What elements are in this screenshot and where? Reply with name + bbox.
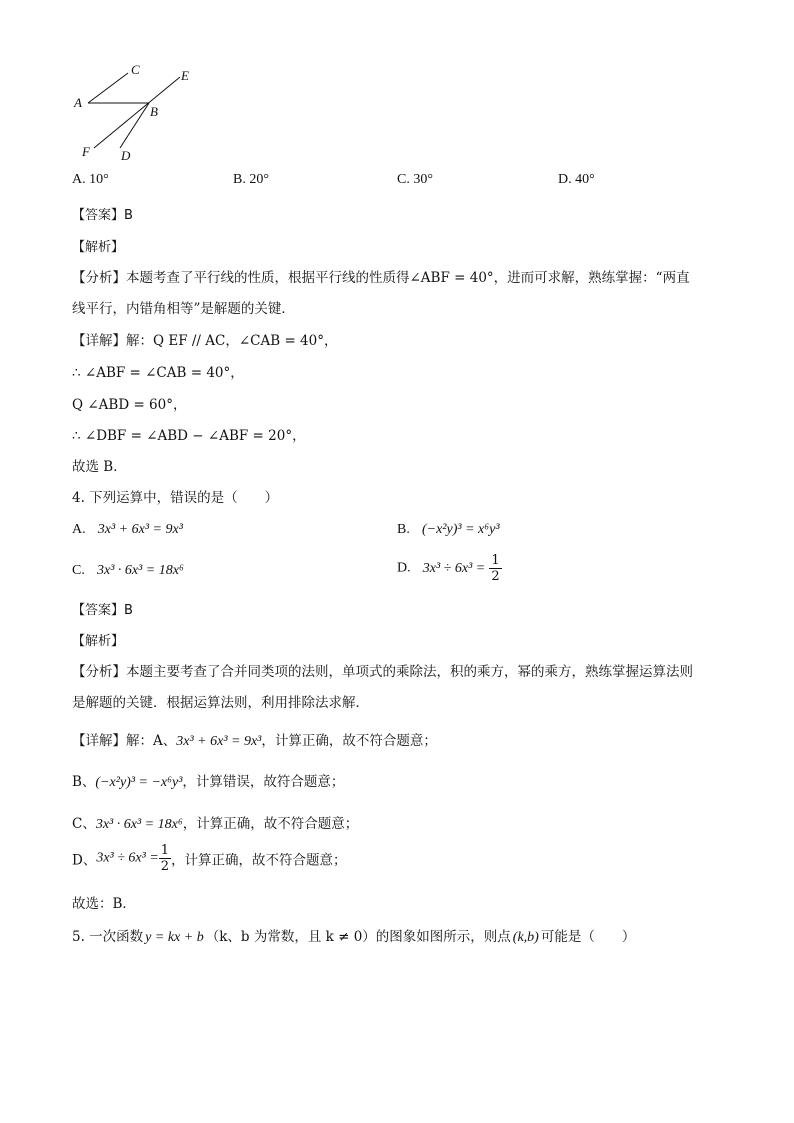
q5-stem-prefix: 5. 一次函数 [72, 929, 144, 945]
q4-analysis-line-1: 【分析】本题主要考查了合并同类项的法则，单项式的乘除法，积的乘方，幂的乘方，熟练掌握运算法则 [72, 664, 693, 680]
fraction-numerator: 1 [160, 843, 170, 858]
q4-detail-b-suffix: ，计算错误，故符合题意； [182, 774, 345, 790]
q4-stem: 4. 下列运算中，错误的是（ ） [72, 490, 279, 506]
q4-option-d-fraction [489, 553, 501, 584]
segment-bd [120, 103, 149, 148]
q3-analysis-title: 【解析】 [72, 240, 125, 255]
q4-answer: 【答案】B [72, 603, 133, 618]
q3-option-d: D. 40° [558, 172, 595, 187]
q3-answer: 【答案】B [72, 208, 133, 223]
q5-stem [72, 925, 635, 946]
q4-detail-c [72, 812, 358, 833]
geometry-figure [70, 60, 210, 170]
q4-detail-c-expr: 3x³ · 6x³ = 18x⁶ [95, 817, 183, 832]
q4-option-c-expr: 3x³ · 6x³ = 18x⁶ [96, 563, 184, 578]
q4-option-a-expr: 3x³ + 6x³ = 9x³ [97, 522, 183, 537]
q4-detail-a [72, 729, 437, 750]
fraction-numerator: 1 [491, 553, 500, 568]
q5-stem-expr: y = kx + b [145, 930, 204, 945]
q4-detail-c-suffix: ，计算正确，故不符合题意； [182, 816, 359, 832]
q4-detail-d-suffix: ，计算正确，故不符合题意； [171, 852, 347, 869]
q4-detail-d [72, 843, 347, 874]
q3-detail-line-2: ∴ ∠ABF = ∠CAB = 40°， [72, 365, 244, 381]
q3-analysis-line-2: 线平行，内错角相等”是解题的关键． [72, 301, 295, 317]
segment-fe [94, 77, 180, 148]
q4-option-b-label: B. [397, 522, 410, 537]
q3-option-b: B. 20° [233, 172, 269, 187]
q4-option-a-label: A. [72, 522, 86, 537]
label-b: B [150, 104, 158, 119]
q4-detail-d-expr: 3x³ ÷ 6x³ = [96, 850, 159, 866]
fraction-denominator: 2 [491, 569, 500, 584]
q4-analysis-title: 【解析】 [72, 634, 125, 649]
q4-detail-a-expr: 3x³ + 6x³ = 9x³ [176, 734, 262, 749]
q3-option-a: A. 10° [72, 172, 109, 187]
q4-option-d [397, 553, 502, 584]
q5-stem-mid: （k、b 为常数，且 k ≠ 0）的图象如图所示，则点 [205, 929, 511, 945]
q4-detail-b [72, 770, 344, 791]
q5-stem-suffix: 可能是（ ） [540, 929, 636, 945]
q4-detail-a-suffix: ，计算正确，故不符合题意； [261, 733, 437, 749]
q3-detail-line-4: ∴ ∠DBF = ∠ABD − ∠ABF = 20°， [72, 428, 306, 444]
q4-option-b-expr: (−x²y)³ = x⁶y³ [421, 522, 500, 537]
q3-conclusion: 故选 B． [72, 459, 127, 475]
q5-stem-point: (k,b) [512, 930, 539, 945]
q4-option-c [72, 563, 184, 579]
q4-detail-c-prefix: C、 [72, 816, 96, 832]
q4-option-d-label: D. [397, 560, 411, 576]
q4-analysis-line-2: 是解题的关键．根据运算法则，利用排除法求解． [72, 695, 369, 711]
fraction-denominator: 2 [160, 859, 170, 874]
q4-option-a [72, 522, 183, 538]
label-d: D [121, 148, 131, 163]
label-f: F [82, 144, 90, 159]
label-a: A [74, 95, 82, 110]
q3-detail-line-1: 【详解】解：Q EF // AC，∠CAB = 40°， [72, 333, 338, 349]
q4-detail-a-prefix: 【详解】解：A、 [72, 733, 177, 749]
label-c: C [131, 62, 140, 77]
q3-detail-line-3: Q ∠ABD = 60°， [72, 397, 187, 413]
q3-analysis-line-1: 【分析】本题考查了平行线的性质，根据平行线的性质得∠ABF = 40°，进而可求解，熟练掌握：“两直 [72, 270, 690, 286]
q3-option-c: C. 30° [397, 172, 433, 187]
q4-option-d-expr: 3x³ ÷ 6x³ = [422, 560, 486, 576]
q4-conclusion: 故选：B． [72, 896, 136, 912]
q4-option-c-label: C. [72, 563, 85, 578]
segment-ac [88, 73, 128, 103]
q4-detail-d-prefix: D、 [72, 852, 97, 869]
q4-detail-b-prefix: B、 [72, 774, 96, 790]
q4-option-b [397, 522, 500, 538]
q4-detail-b-expr: (−x²y)³ = −x⁶y³ [95, 775, 183, 790]
label-e: E [181, 68, 189, 83]
q4-detail-d-fraction [159, 843, 171, 874]
